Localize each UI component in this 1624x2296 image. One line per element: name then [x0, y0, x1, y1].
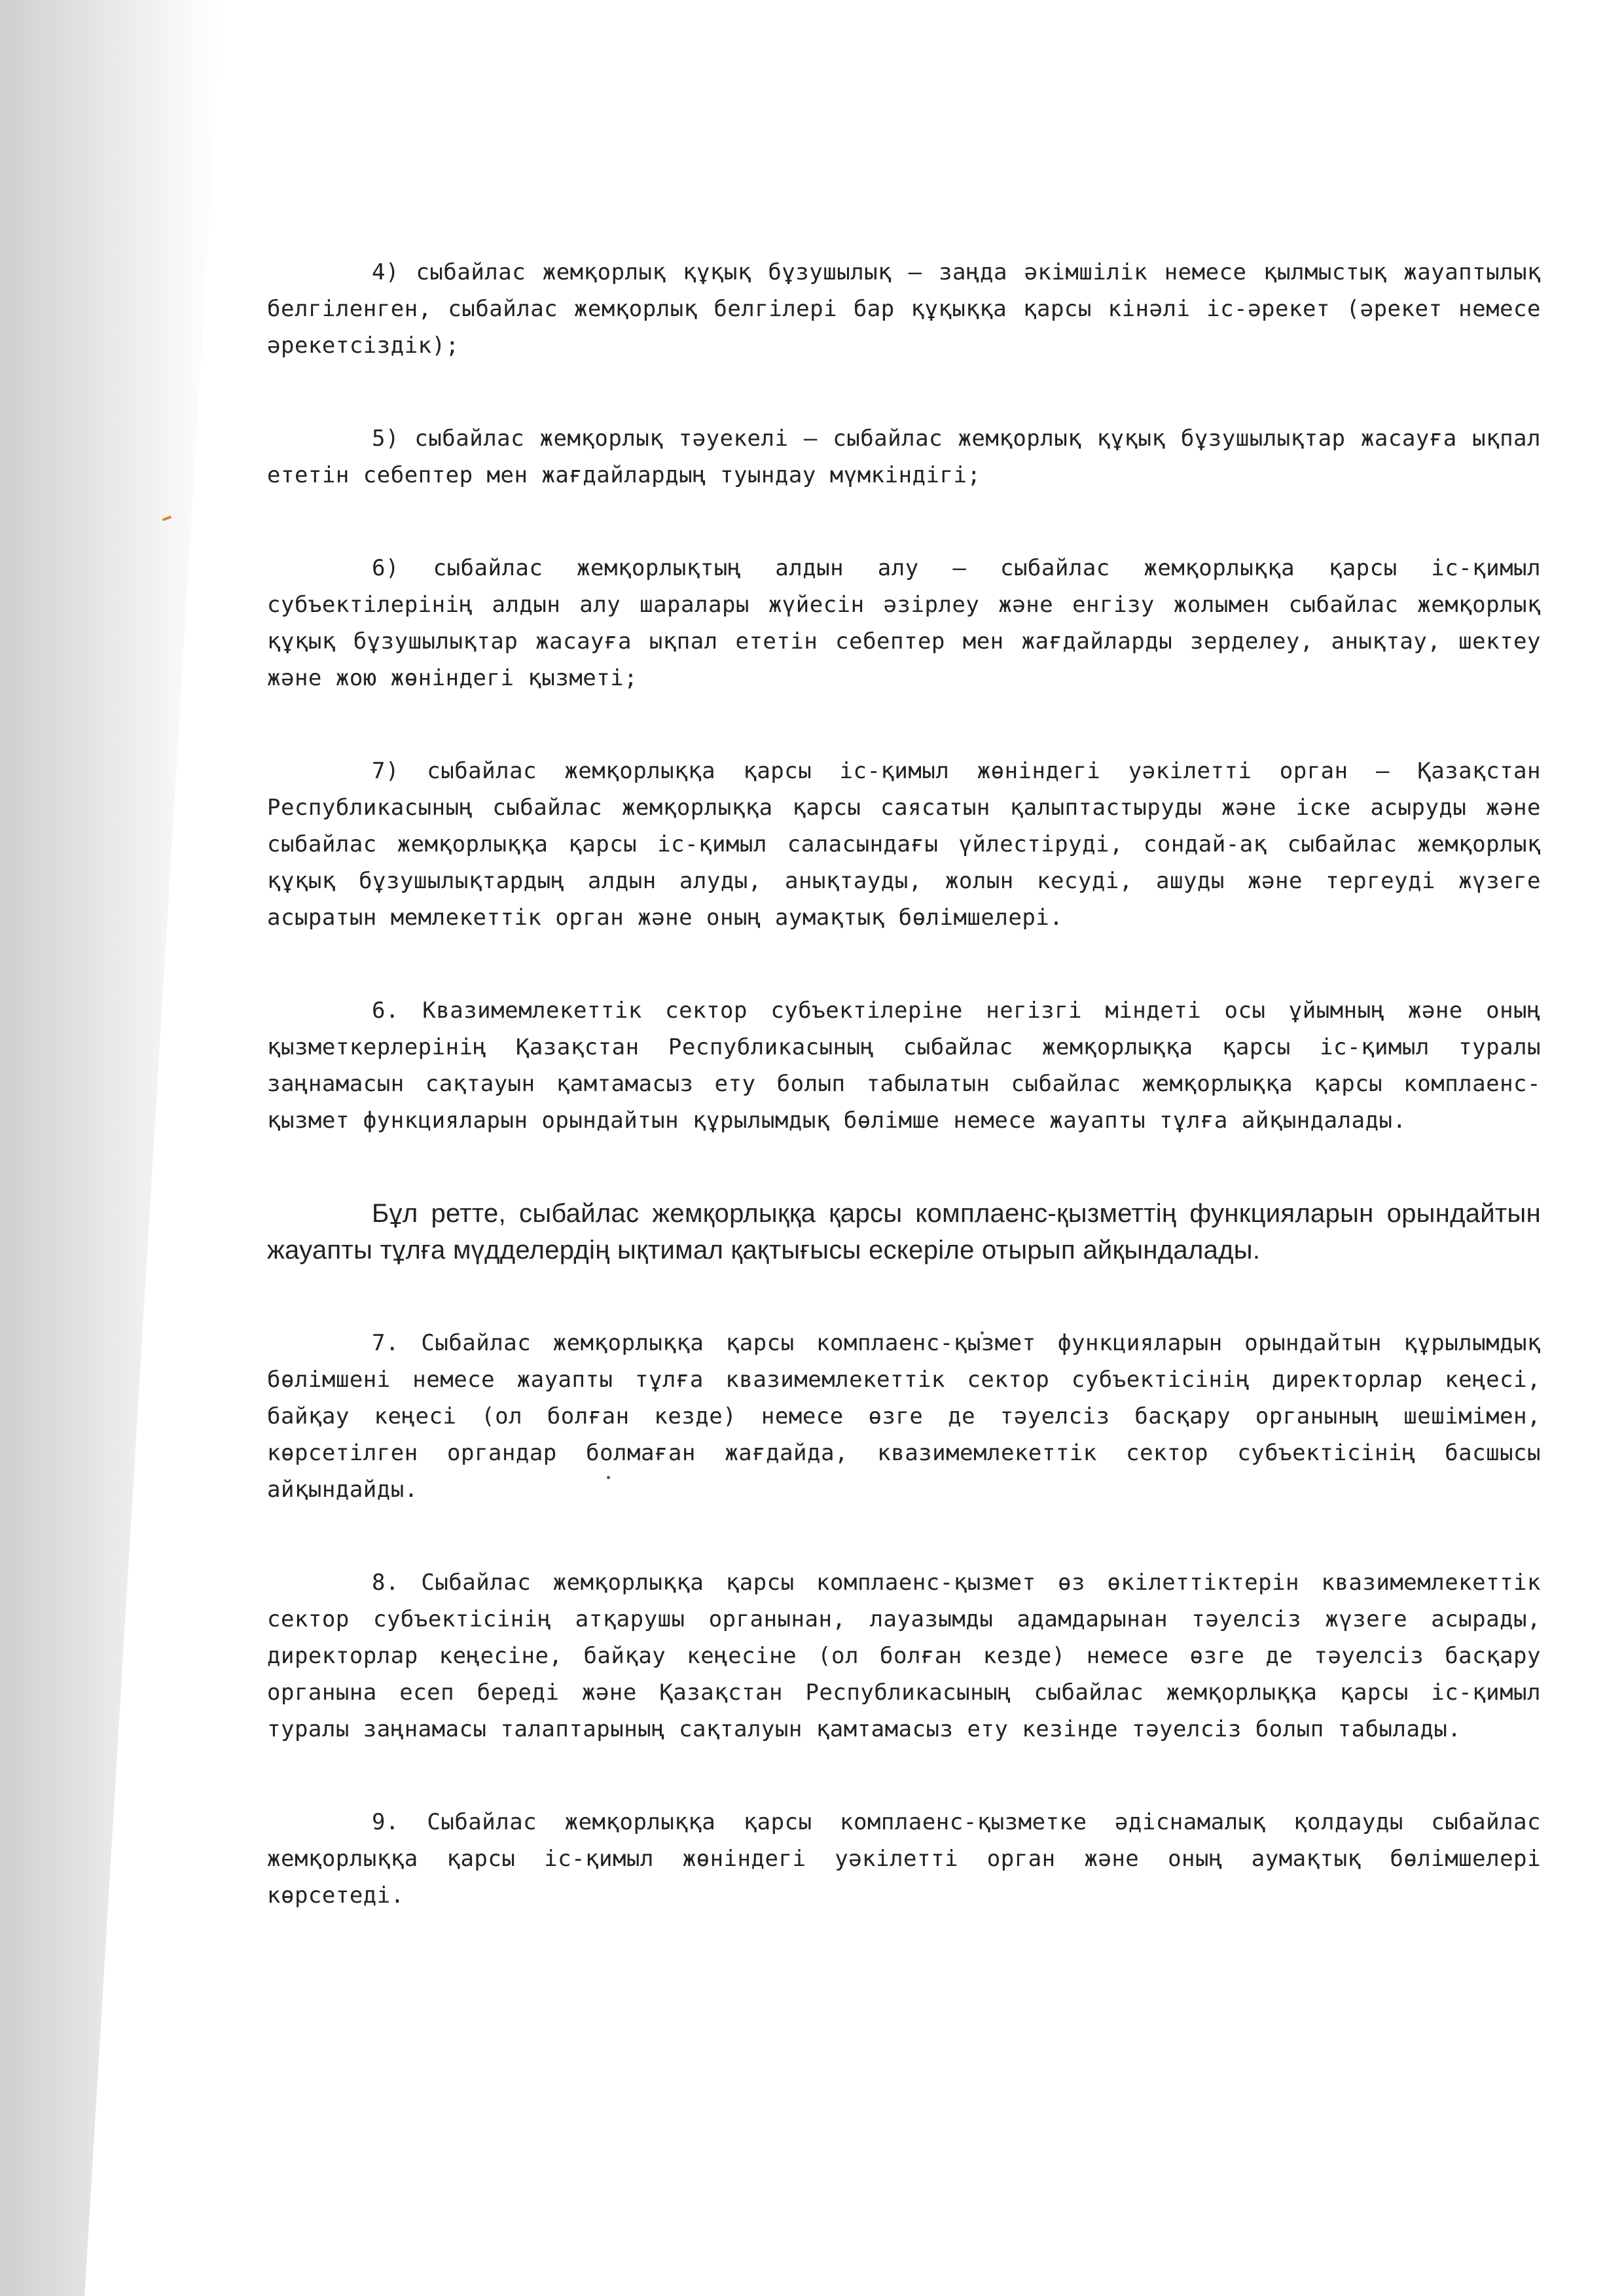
scan-edge-shadow	[0, 0, 223, 2296]
section-8-independence: 8. Сыбайлас жемқорлыққа қарсы комплаенс-қызмет өз өкілеттіктерін квазимемлекеттік сектор субъектісінің атқарушы органынан, лауазымды адамдарынан тәуелсіз жүзеге асырады, директорлар кеңесіне, байқау кеңесіне (ол болған кезде) немесе өзге де тәуелсіз басқару органына есеп береді және Қазақстан Республикасының сыбайлас жемқорлыққа қарсы іс-қимыл туралы заңнамасы талаптарының сақталуын қамтамасыз ету кезінде тәуелсіз болып табылады.	[267, 1570, 1541, 1742]
paragraph-4-corruption-offense: 4) сыбайлас жемқорлық құқық бұзушылық – заңда әкімшілік немесе қылмыстық жауаптылық белгіленген, сыбайлас жемқорлық белгілері бар құқыққа қарсы кінәлі іс-әрекет (әрекет немесе әрекетсіздік);	[267, 259, 1541, 359]
section-6-compliance-service: 6. Квазимемлекеттік сектор субъектілеріне негізгі міндеті осы ұйымның және оның қызметкерлерінің Қазақстан Республикасының сыбайлас жемқорлыққа қарсы іс-қимыл туралы заңнамасын сақтауын қамтамасыз ету болып табылатын сыбайлас жемқорлыққа қарсы комплаенс-қызмет функцияларын орындайтын құрылымдық бөлімше немесе жауапты тұлға айқындалады.	[267, 997, 1541, 1134]
section-6-conflict-of-interest: Бұл ретте, сыбайлас жемқорлыққа қарсы комплаенс-қызметтің функцияларын орындайтын жауапты тұлға мүдделердің ықтимал қақтығысы ескеріле отырып айқындалады.	[267, 1199, 1541, 1265]
section-9-methodological-support: 9. Сыбайлас жемқорлыққа қарсы комплаенс-қызметке әдіснамалық қолдауды сыбайлас жемқорлыққа қарсы іс-қимыл жөніндегі уәкілетті орган және оның аумақтық бөлімшелері көрсетеді.	[267, 1809, 1541, 1909]
document-body	[267, 254, 1541, 1970]
paragraph-7-authorized-body: 7) сыбайлас жемқорлыққа қарсы іс-қимыл жөніндегі уәкілетті орган – Қазақстан Республикасының сыбайлас жемқорлыққа қарсы саясатын қалыптастыруды және іске асыруды және сыбайлас жемқорлыққа қарсы іс-қимыл саласындағы үйлестіруді, сондай-ақ сыбайлас жемқорлық құқық бұзушылықтардың алдын алуды, анықтауды, жолын кесуді, ашуды және тергеуді жүзеге асыратын мемлекеттік орган және оның аумақтық бөлімшелері.	[267, 758, 1541, 931]
paragraph-5-corruption-risk: 5) сыбайлас жемқорлық тәуекелі – сыбайлас жемқорлық құқық бұзушылықтар жасауға ықпал ететін себептер мен жағдайлардың туындау мүмкіндігі;	[267, 425, 1541, 488]
section-7-appointment: 7. Сыбайлас жемқорлыққа қарсы комплаенс-қызмет функцияларын орындайтын құрылымдық бөлімшені немесе жауапты тұлға квазимемлекеттік сектор субъектісінің директорлар кеңесі, байқау кеңесі (ол болған кезде) немесе өзге де тәуелсіз басқару органының шешімімен, көрсетілген органдар болмаған жағдайда, квазимемлекеттік сектор субъектісінің басшысы айқындайды.	[267, 1330, 1541, 1503]
paragraph-6-corruption-prevention: 6) сыбайлас жемқорлықтың алдын алу – сыбайлас жемқорлыққа қарсы іс-қимыл субъектілерінің алдын алу шаралары жүйесін әзірлеу және енгізу жолымен сыбайлас жемқорлық құқық бұзушылықтар жасауға ықпал ететін себептер мен жағдайларды зерделеу, анықтау, шектеу және жою жөніндегі қызметі;	[267, 555, 1541, 691]
